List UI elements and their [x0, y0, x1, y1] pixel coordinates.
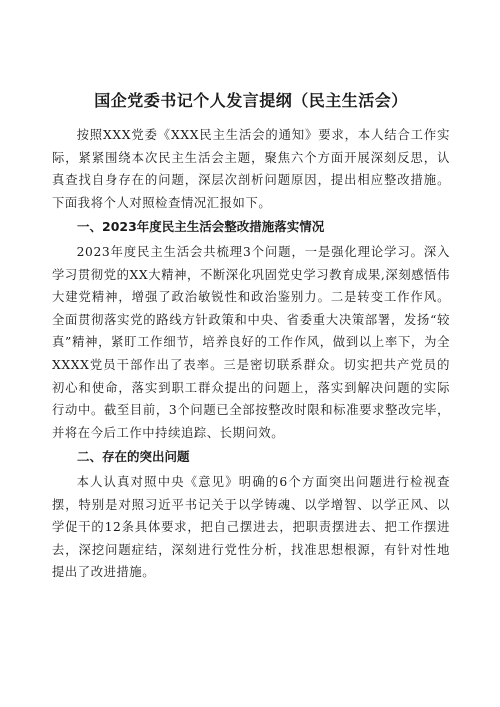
- section-2-heading: 二、存在的突出问题: [77, 449, 190, 465]
- section-2-paragraph: 本人认真对照中央《意见》明确的6个方面突出问题进行检视查摆，特别是对照习近平书记关于以学铸魂、以学增智、以学正风、以学促干的12条具体要求，把自己摆进去，把职责摆进去、把工作摆进去，深挖问题症结，深刻进行党性分析，找准思想根源，有针对性地提出了改进措施。: [52, 474, 450, 580]
- section-1-heading: 一、2023年度民主生活会整改措施落实情况: [77, 219, 325, 235]
- intro-paragraph: 按照XXX党委《XXX民主生活会的通知》要求，本人结合工作实际，紧紧围绕本次民主生活会主题，聚焦六个方面开展深刻反思，认真查找自身存在的问题，深层次剖析问题原因，提出相应整改措施。下面我将个人对照检查情况汇报如下。: [52, 128, 450, 210]
- section-1-paragraph: 2023年度民主生活会共梳理3个问题，一是强化理论学习。深入学习贯彻党的XX大精神，不断深化巩固党史学习教育成果,深刻感悟伟大建党精神，增强了政治敏锐性和政治鉴别力。二是转变工作作风。全面贯彻落实党的路线方针政策和中央、省委重大决策部署，发扬“较真”精神，紧盯工作细节，培养良好的工作作风，做到以上率下，为全XXXX党员干部作出了表率。三是密切联系群众。切实把共产党员的初心和使命，落实到职工群众提出的问题上，落实到解决问题的实际行动中。截至目前，3个问题已全部按整改时限和标准要求整改完毕，并将在今后工作中持续追踪、长期问效。: [52, 244, 450, 440]
- document-title: 国企党委书记个人发言提纲（民主生活会）: [94, 91, 408, 110]
